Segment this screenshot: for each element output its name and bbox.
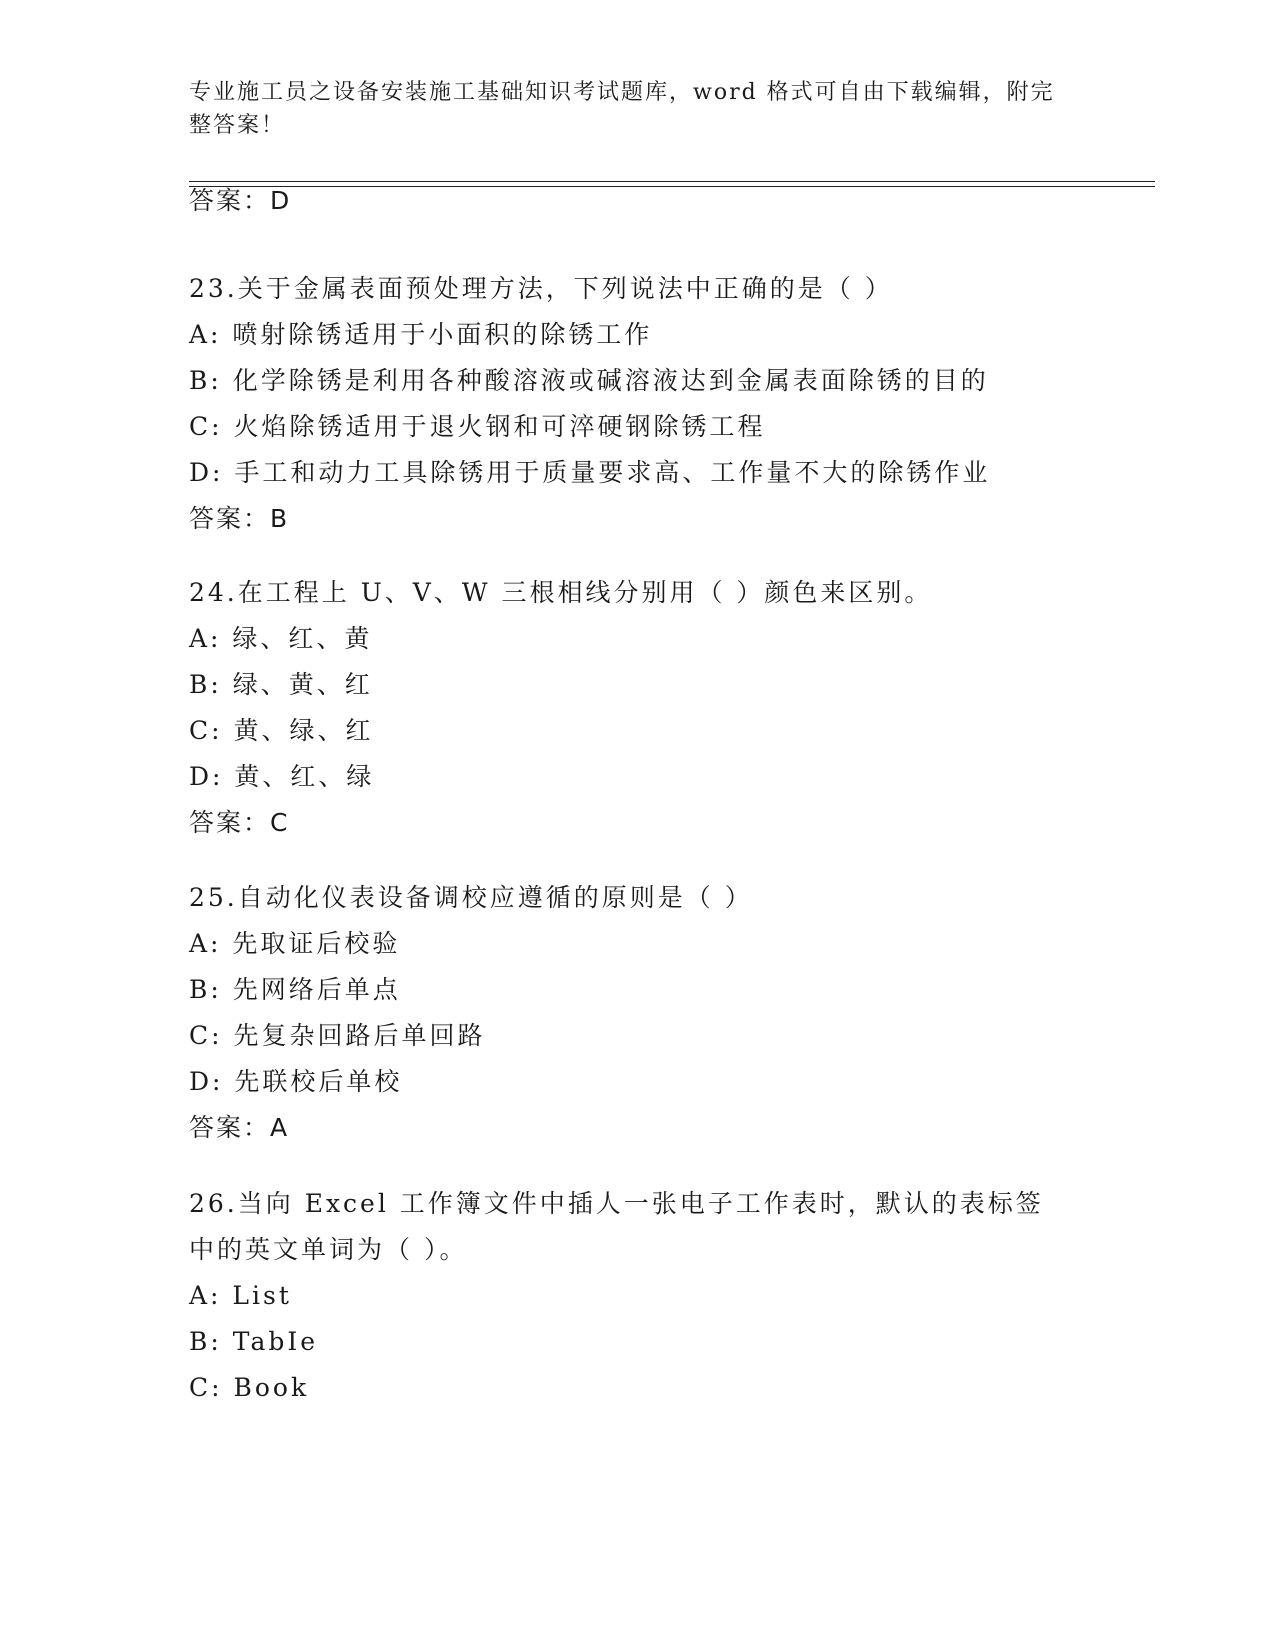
option-b: B: 化学除锈是利用各种酸溶液或碱溶液达到金属表面除锈的目的 — [189, 366, 989, 395]
answer-label: 答案：C — [189, 808, 290, 837]
question-23 — [189, 266, 1109, 542]
question-text: 23.关于金属表面预处理方法，下列说法中正确的是（ ） — [189, 274, 893, 303]
option-d: D: 手工和动力工具除锈用于质量要求高、工作量不大的除锈作业 — [189, 458, 991, 487]
question-25 — [189, 875, 1109, 1151]
document-header: 专业施工员之设备安装施工基础知识考试题库，word 格式可自由下载编辑，附完整答案！ — [189, 80, 1055, 138]
question-26 — [189, 1181, 1069, 1411]
question-text: 26.当向 Excel 工作簿文件中插人一张电子工作表时，默认的表标签中的英文单词为（ ）。 — [189, 1189, 1044, 1264]
answer-label: 答案：A — [189, 1113, 290, 1142]
question-24 — [189, 570, 1109, 846]
question-text: 25.自动化仪表设备调校应遵循的原则是（ ） — [189, 883, 753, 912]
previous-answer-block — [189, 178, 1109, 224]
option-d: D: 黄、红、绿 — [189, 762, 375, 791]
option-b: B: TabIe — [189, 1327, 319, 1356]
option-c: C: 黄、绿、红 — [189, 716, 374, 745]
option-d: D: 先联校后单校 — [189, 1067, 403, 1096]
option-a: A: 喷射除锈适用于小面积的除锈工作 — [189, 320, 653, 349]
option-b: B: 绿、黄、红 — [189, 670, 373, 699]
answer-label: 答案：B — [189, 504, 290, 533]
option-a: A: 先取证后校验 — [189, 929, 401, 958]
option-a: A: 绿、红、黄 — [189, 624, 373, 653]
option-c: C: 先复杂回路后单回路 — [189, 1021, 486, 1050]
option-a: A: List — [189, 1281, 292, 1310]
question-text: 24.在工程上 U、V、W 三根相线分别用（ ）颜色来区别。 — [189, 578, 933, 607]
option-c: C: Book — [189, 1373, 310, 1402]
option-b: B: 先网络后单点 — [189, 975, 401, 1004]
option-c: C: 火焰除锈适用于退火钢和可淬硬钢除锈工程 — [189, 412, 766, 441]
answer-label: 答案：D — [189, 186, 292, 215]
